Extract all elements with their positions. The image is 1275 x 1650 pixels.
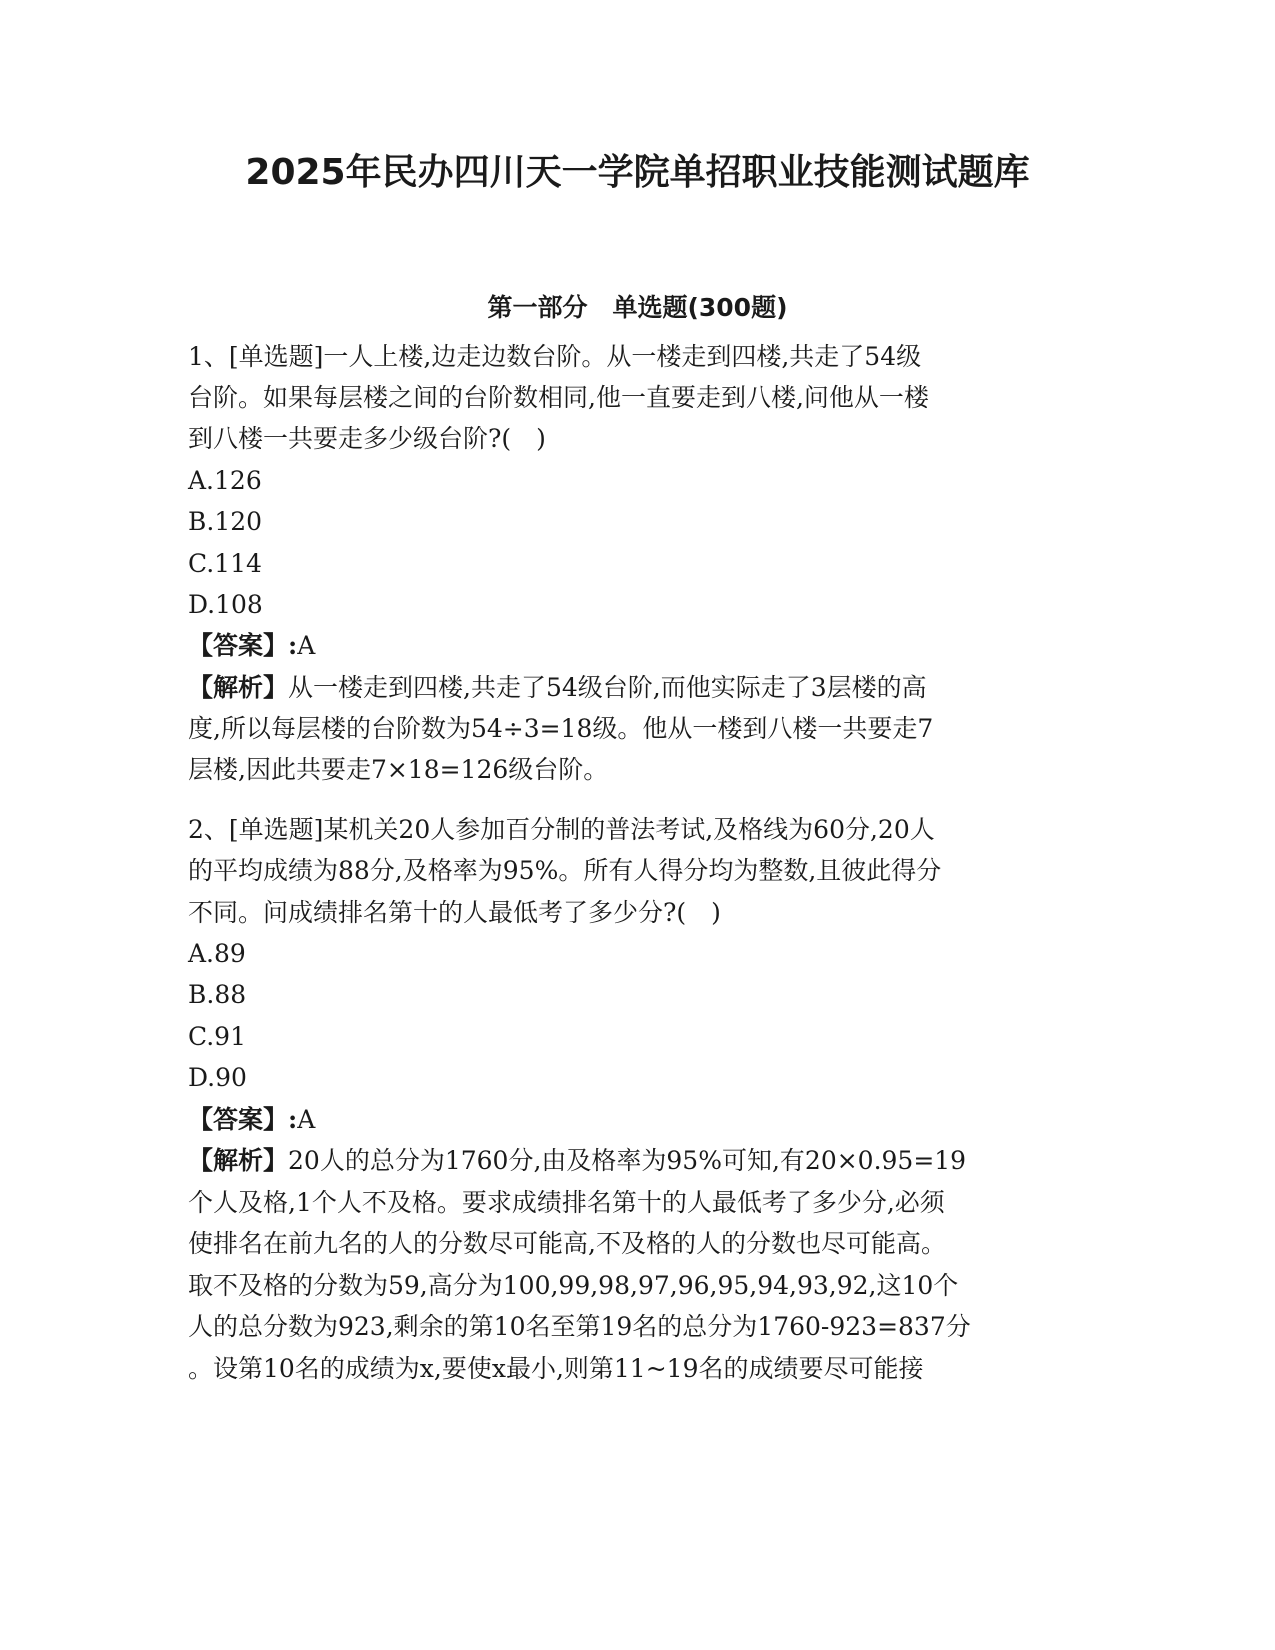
answer-value: A — [297, 631, 316, 660]
option-a: A.89 — [188, 939, 246, 968]
section-heading: 第一部分 单选题(300题) — [487, 293, 788, 322]
option-c: C.91 — [188, 1022, 246, 1051]
option-d: D.90 — [188, 1063, 247, 1092]
answer-label: 【答案】: — [188, 631, 298, 660]
question-stem-line: 不同。问成绩排名第十的人最低考了多少分?( ) — [188, 898, 721, 927]
answer-label: 【答案】: — [188, 1105, 298, 1134]
option-c: C.114 — [188, 549, 262, 578]
option-b: B.88 — [188, 980, 247, 1009]
question-stem-line: 1、[单选题]一人上楼,边走边数台阶。从一楼走到四楼,共走了54级 — [188, 342, 922, 371]
question-stem-line: 2、[单选题]某机关20人参加百分制的普法考试,及格线为60分,20人 — [188, 815, 935, 844]
analysis-line — [188, 670, 927, 706]
analysis-text: 度,所以每层楼的台阶数为54÷3=18级。他从一楼到八楼一共要走7 — [188, 714, 934, 743]
option-b: B.120 — [188, 507, 263, 536]
document-title: 2025年民办四川天一学院单招职业技能测试题库 — [245, 152, 1030, 193]
question-stem-line: 到八楼一共要走多少级台阶?( ) — [188, 424, 546, 453]
analysis-label: 【解析】 — [188, 1146, 289, 1175]
analysis-text: 。设第10名的成绩为x,要使x最小,则第11~19名的成绩要尽可能接 — [188, 1354, 924, 1383]
analysis-text: 20人的总分为1760分,由及格率为95%可知,有20×0.95=19 — [288, 1146, 967, 1175]
question-stem-line: 台阶。如果每层楼之间的台阶数相同,他一直要走到八楼,问他从一楼 — [188, 383, 929, 412]
analysis-line — [188, 1143, 966, 1179]
analysis-text: 取不及格的分数为59,高分为100,99,98,97,96,95,94,93,92,这10个 — [188, 1271, 959, 1300]
answer-value: A — [297, 1105, 316, 1134]
answer-line — [188, 628, 315, 664]
option-a: A.126 — [188, 466, 262, 495]
analysis-text: 使排名在前九名的人的分数尽可能高,不及格的人的分数也尽可能高。 — [188, 1229, 946, 1258]
analysis-text: 层楼,因此共要走7×18=126级台阶。 — [188, 755, 609, 784]
analysis-label: 【解析】 — [188, 673, 289, 702]
analysis-text: 从一楼走到四楼,共走了54级台阶,而他实际走了3层楼的高 — [288, 673, 927, 702]
option-d: D.108 — [188, 590, 263, 619]
answer-line — [188, 1102, 315, 1138]
question-stem-line: 的平均成绩为88分,及格率为95%。所有人得分均为整数,且彼此得分 — [188, 856, 942, 885]
analysis-text: 人的总分数为923,剩余的第10名至第19名的总分为1760-923=837分 — [188, 1312, 971, 1341]
analysis-text: 个人及格,1个人不及格。要求成绩排名第十的人最低考了多少分,必须 — [188, 1188, 945, 1217]
